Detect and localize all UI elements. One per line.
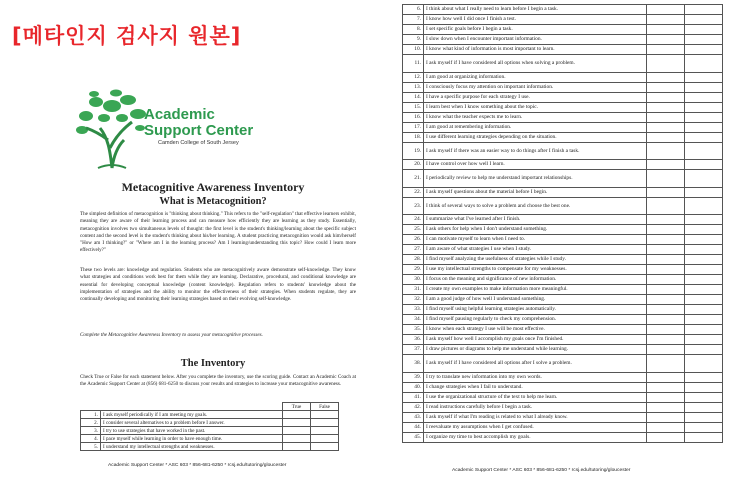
item-statement: I consider several alternatives to a problem before I answer.	[101, 419, 283, 427]
item-statement: I ask myself questions about the material before I begin.	[424, 187, 647, 197]
true-checkbox-cell[interactable]	[647, 35, 685, 45]
false-checkbox-cell[interactable]	[685, 355, 723, 373]
false-column-header: False	[311, 403, 339, 411]
false-checkbox-cell[interactable]	[685, 92, 723, 102]
inventory-row	[81, 419, 339, 427]
tree-logo-icon	[74, 88, 154, 170]
item-statement: I change strategies when I fail to understand.	[424, 382, 647, 392]
true-checkbox-cell[interactable]	[647, 225, 685, 235]
inventory-row	[403, 72, 723, 82]
item-number: 8.	[403, 25, 424, 35]
inventory-row	[403, 392, 723, 402]
item-statement: I draw pictures or diagrams to help me understand while learning.	[424, 345, 647, 355]
true-checkbox-cell[interactable]	[283, 443, 311, 451]
item-statement: I find myself analyzing the usefulness of strategies while I study.	[424, 255, 647, 265]
false-checkbox-cell[interactable]	[685, 402, 723, 412]
item-statement: I ask myself if I have considered all options after I solve a problem.	[424, 355, 647, 373]
true-checkbox-cell[interactable]	[647, 5, 685, 15]
true-checkbox-cell[interactable]	[647, 15, 685, 25]
true-checkbox-cell[interactable]	[647, 112, 685, 122]
inventory-row	[403, 160, 723, 170]
inventory-row	[403, 15, 723, 25]
inventory-table-page2	[402, 4, 723, 443]
false-checkbox-cell[interactable]	[311, 435, 339, 443]
item-statement: I create my own examples to make information more meaningful.	[424, 285, 647, 295]
true-checkbox-cell[interactable]	[647, 392, 685, 402]
false-checkbox-cell[interactable]	[685, 197, 723, 215]
levels-paragraph: These two levels are: knowledge and regulation. Students who are metacognitively aware demonstrate self-knowledge. They know what strategies and conditions work best for them while they are learning. Declarative, procedural, and conditional knowledge are essential for developing conceptual knowledge (content knowledge). Regulation refers to students' knowledge about the implementation of strategies and the ability to monitor the effectiveness of their strategies. When students regulate, they are continually developing and monitoring their learning strategies based on their evolving self-knowledge.	[80, 267, 356, 303]
false-checkbox-cell[interactable]	[685, 315, 723, 325]
true-checkbox-cell[interactable]	[647, 265, 685, 275]
item-statement: I know what the teacher expects me to learn.	[424, 112, 647, 122]
item-statement: I find myself pausing regularly to check my comprehension.	[424, 315, 647, 325]
true-checkbox-cell[interactable]	[647, 215, 685, 225]
item-statement: I use different learning strategies depending on the situation.	[424, 132, 647, 142]
inventory-row	[403, 82, 723, 92]
false-checkbox-cell[interactable]	[685, 225, 723, 235]
true-checkbox-cell[interactable]	[647, 275, 685, 285]
item-number: 11.	[403, 55, 424, 73]
item-statement: I am aware of what strategies I use when I study.	[424, 245, 647, 255]
inventory-row	[403, 45, 723, 55]
true-checkbox-cell[interactable]	[647, 382, 685, 392]
inventory-row	[81, 427, 339, 435]
inventory-row	[403, 5, 723, 15]
inventory-row	[403, 422, 723, 432]
true-checkbox-cell[interactable]	[647, 285, 685, 295]
false-checkbox-cell[interactable]	[685, 432, 723, 442]
item-number: 31.	[403, 285, 424, 295]
item-number: 44.	[403, 422, 424, 432]
inventory-row	[403, 315, 723, 325]
true-checkbox-cell[interactable]	[647, 45, 685, 55]
true-checkbox-cell[interactable]	[647, 132, 685, 142]
false-checkbox-cell[interactable]	[685, 275, 723, 285]
true-checkbox-cell[interactable]	[283, 427, 311, 435]
item-number: 28.	[403, 255, 424, 265]
true-checkbox-cell[interactable]	[647, 122, 685, 132]
inventory-heading: The Inventory	[180, 358, 246, 369]
item-statement: I understand my intellectual strengths and weaknesses.	[101, 443, 283, 451]
footer-page2: Academic Support Center * ASC 603 * 856-681-6250 * rcsj.edu/tutoring/gloucester	[452, 468, 631, 473]
item-number: 33.	[403, 305, 424, 315]
false-checkbox-cell[interactable]	[685, 35, 723, 45]
true-checkbox-cell[interactable]	[283, 411, 311, 419]
item-statement: I am good at organizing information.	[424, 72, 647, 82]
inventory-row	[403, 132, 723, 142]
inventory-row	[403, 325, 723, 335]
false-checkbox-cell[interactable]	[311, 419, 339, 427]
item-number: 9.	[403, 35, 424, 45]
inventory-row	[403, 197, 723, 215]
item-number: 22.	[403, 187, 424, 197]
item-statement: I am a good judge of how well I understand something.	[424, 295, 647, 305]
inventory-row	[403, 432, 723, 442]
item-statement: I have control over how well I learn.	[424, 160, 647, 170]
item-number: 24.	[403, 215, 424, 225]
inventory-row	[81, 435, 339, 443]
inventory-row	[403, 402, 723, 412]
inventory-row	[403, 345, 723, 355]
section-heading: What is Metacognition?	[159, 196, 267, 207]
true-checkbox-cell[interactable]	[283, 419, 311, 427]
item-number: 36.	[403, 335, 424, 345]
logo-line2: Support Center	[144, 122, 254, 139]
true-checkbox-cell[interactable]	[647, 142, 685, 160]
item-number: 3.	[81, 427, 101, 435]
true-checkbox-cell[interactable]	[647, 315, 685, 325]
inventory-row	[403, 35, 723, 45]
item-statement: I think of several ways to solve a problem and choose the best one.	[424, 197, 647, 215]
item-statement: I know when each strategy I use will be most effective.	[424, 325, 647, 335]
item-number: 34.	[403, 315, 424, 325]
item-number: 7.	[403, 15, 424, 25]
false-checkbox-cell[interactable]	[685, 15, 723, 25]
item-number: 39.	[403, 372, 424, 382]
item-statement: I consciously focus my attention on important information.	[424, 82, 647, 92]
inventory-row	[403, 265, 723, 275]
item-number: 32.	[403, 295, 424, 305]
item-statement: I ask myself how well I accomplish my goals once I'm finished.	[424, 335, 647, 345]
logo-line1: Academic	[144, 106, 215, 123]
item-number: 14.	[403, 92, 424, 102]
true-checkbox-cell[interactable]	[647, 432, 685, 442]
inventory-row	[403, 335, 723, 345]
inventory-row	[403, 112, 723, 122]
item-number: 18.	[403, 132, 424, 142]
item-number: 42.	[403, 402, 424, 412]
false-checkbox-cell[interactable]	[685, 25, 723, 35]
item-number: 29.	[403, 265, 424, 275]
true-checkbox-cell[interactable]	[647, 235, 685, 245]
item-statement: I am good at remembering information.	[424, 122, 647, 132]
false-checkbox-cell[interactable]	[685, 265, 723, 275]
false-checkbox-cell[interactable]	[685, 55, 723, 73]
true-checkbox-cell[interactable]	[647, 102, 685, 112]
instruction-paragraph: Complete the Metacognitive Awareness Inventory to assess your metacognitive processes.	[80, 332, 263, 338]
document-title: Metacognitive Awareness Inventory	[121, 180, 305, 194]
item-statement: I find myself using helpful learning strategies automatically.	[424, 305, 647, 315]
inventory-row	[403, 245, 723, 255]
false-checkbox-cell[interactable]	[685, 112, 723, 122]
inventory-row	[403, 25, 723, 35]
item-number: 30.	[403, 275, 424, 285]
item-number: 41.	[403, 392, 424, 402]
false-checkbox-cell[interactable]	[311, 411, 339, 419]
inventory-row	[403, 305, 723, 315]
item-statement: I read instructions carefully before I begin a task.	[424, 402, 647, 412]
true-checkbox-cell[interactable]	[647, 335, 685, 345]
item-number: 13.	[403, 82, 424, 92]
false-checkbox-cell[interactable]	[311, 427, 339, 435]
item-number: 37.	[403, 345, 424, 355]
true-column-header: True	[283, 403, 311, 411]
false-checkbox-cell[interactable]	[685, 142, 723, 160]
item-statement: I slow down when I encounter important information.	[424, 35, 647, 45]
false-checkbox-cell[interactable]	[685, 160, 723, 170]
true-checkbox-cell[interactable]	[647, 422, 685, 432]
false-checkbox-cell[interactable]	[685, 45, 723, 55]
false-checkbox-cell[interactable]	[311, 443, 339, 451]
item-statement: I ask myself if there was an easier way to do things after I finish a task.	[424, 142, 647, 160]
true-checkbox-cell[interactable]	[647, 92, 685, 102]
inventory-table-page1	[80, 402, 339, 451]
item-statement: I learn best when I know something about the topic.	[424, 102, 647, 112]
item-statement: I ask myself periodically if I am meeting my goals.	[101, 411, 283, 419]
true-checkbox-cell[interactable]	[283, 435, 311, 443]
inventory-row	[403, 215, 723, 225]
false-checkbox-cell[interactable]	[685, 122, 723, 132]
true-checkbox-cell[interactable]	[647, 372, 685, 382]
item-statement: I summarize what I've learned after I finish.	[424, 215, 647, 225]
false-checkbox-cell[interactable]	[685, 422, 723, 432]
item-number: 40.	[403, 382, 424, 392]
item-statement: I use my intellectual strengths to compensate for my weaknesses.	[424, 265, 647, 275]
true-checkbox-cell[interactable]	[647, 187, 685, 197]
korean-title: [메타인지 검사지 원본]	[12, 24, 242, 48]
inventory-instructions: Check True or False for each statement below. After you complete the inventory, use the scoring guide. Contact an Academic Coach at the Academic Support Center at (856) 681-6250 to discuss your results and strategies to increase your metacognitive awareness.	[80, 374, 356, 388]
item-number: 25.	[403, 225, 424, 235]
footer-page1: Academic Support Center * ASC 603 * 856-681-6250 * rcsj.edu/tutoring/gloucester	[108, 463, 287, 468]
item-number: 12.	[403, 72, 424, 82]
item-statement: I know how well I did once I finish a test.	[424, 15, 647, 25]
true-checkbox-cell[interactable]	[647, 25, 685, 35]
inventory-row	[403, 255, 723, 265]
false-checkbox-cell[interactable]	[685, 285, 723, 295]
true-checkbox-cell[interactable]	[647, 255, 685, 265]
inventory-row	[403, 372, 723, 382]
inventory-row	[403, 275, 723, 285]
item-number: 19.	[403, 142, 424, 160]
false-checkbox-cell[interactable]	[685, 382, 723, 392]
true-checkbox-cell[interactable]	[647, 245, 685, 255]
false-checkbox-cell[interactable]	[685, 345, 723, 355]
false-checkbox-cell[interactable]	[685, 187, 723, 197]
item-number: 17.	[403, 122, 424, 132]
true-checkbox-cell[interactable]	[647, 197, 685, 215]
inventory-row	[403, 355, 723, 373]
item-number: 21.	[403, 170, 424, 188]
true-checkbox-cell[interactable]	[647, 355, 685, 373]
item-number: 5.	[81, 443, 101, 451]
inventory-row	[403, 102, 723, 112]
false-checkbox-cell[interactable]	[685, 5, 723, 15]
item-statement: I organize my time to best accomplish my goals.	[424, 432, 647, 442]
false-checkbox-cell[interactable]	[685, 305, 723, 315]
false-checkbox-cell[interactable]	[685, 295, 723, 305]
item-number: 26.	[403, 235, 424, 245]
item-number: 2.	[81, 419, 101, 427]
item-statement: I reevaluate my assumptions when I get confused.	[424, 422, 647, 432]
inventory-row	[403, 295, 723, 305]
item-number: 20.	[403, 160, 424, 170]
true-checkbox-cell[interactable]	[647, 402, 685, 412]
item-statement: I set specific goals before I begin a task.	[424, 25, 647, 35]
false-checkbox-cell[interactable]	[685, 335, 723, 345]
inventory-row	[81, 443, 339, 451]
false-checkbox-cell[interactable]	[685, 325, 723, 335]
item-number: 4.	[81, 435, 101, 443]
item-statement: I ask others for help when I don't understand something.	[424, 225, 647, 235]
false-checkbox-cell[interactable]	[685, 372, 723, 382]
false-checkbox-cell[interactable]	[685, 412, 723, 422]
item-statement: I can motivate myself to learn when I need to.	[424, 235, 647, 245]
true-checkbox-cell[interactable]	[647, 82, 685, 92]
item-number: 38.	[403, 355, 424, 373]
inventory-row	[403, 412, 723, 422]
false-checkbox-cell[interactable]	[685, 255, 723, 265]
item-statement: I try to use strategies that have worked in the past.	[101, 427, 283, 435]
inventory-row	[403, 142, 723, 160]
item-statement: I know what kind of information is most important to learn.	[424, 45, 647, 55]
true-checkbox-cell[interactable]	[647, 160, 685, 170]
item-statement: I periodically review to help me understand important relationships.	[424, 170, 647, 188]
item-statement: I focus on the meaning and significance of new information.	[424, 275, 647, 285]
inventory-row	[403, 92, 723, 102]
academic-support-center-logo	[74, 88, 284, 170]
item-statement: I ask myself if I have considered all options when solving a problem.	[424, 55, 647, 73]
inventory-row	[403, 382, 723, 392]
true-checkbox-cell[interactable]	[647, 412, 685, 422]
true-checkbox-cell[interactable]	[647, 170, 685, 188]
true-checkbox-cell[interactable]	[647, 305, 685, 315]
false-checkbox-cell[interactable]	[685, 215, 723, 225]
logo-line3: Camden College of South Jersey	[158, 140, 239, 146]
item-number: 6.	[403, 5, 424, 15]
true-checkbox-cell[interactable]	[647, 325, 685, 335]
inventory-row	[403, 55, 723, 73]
false-checkbox-cell[interactable]	[685, 245, 723, 255]
false-checkbox-cell[interactable]	[685, 102, 723, 112]
item-number: 16.	[403, 112, 424, 122]
true-checkbox-cell[interactable]	[647, 295, 685, 305]
item-number: 1.	[81, 411, 101, 419]
item-number: 27.	[403, 245, 424, 255]
false-checkbox-cell[interactable]	[685, 235, 723, 245]
false-checkbox-cell[interactable]	[685, 392, 723, 402]
inventory-row	[403, 225, 723, 235]
inventory-row	[403, 235, 723, 245]
false-checkbox-cell[interactable]	[685, 82, 723, 92]
item-number: 10.	[403, 45, 424, 55]
inventory-row	[81, 411, 339, 419]
true-checkbox-cell[interactable]	[647, 55, 685, 73]
inventory-row	[403, 122, 723, 132]
item-statement: I try to translate new information into my own words.	[424, 372, 647, 382]
item-statement: I use the organizational structure of the text to help me learn.	[424, 392, 647, 402]
true-checkbox-cell[interactable]	[647, 72, 685, 82]
false-checkbox-cell[interactable]	[685, 132, 723, 142]
false-checkbox-cell[interactable]	[685, 170, 723, 188]
true-checkbox-cell[interactable]	[647, 345, 685, 355]
item-statement: I ask myself if what I'm reading is related to what I already know.	[424, 412, 647, 422]
item-number: 43.	[403, 412, 424, 422]
false-checkbox-cell[interactable]	[685, 72, 723, 82]
item-statement: I pace myself while learning in order to have enough time.	[101, 435, 283, 443]
intro-paragraph: The simplest definition of metacognition is "thinking about thinking." This refers to the "self-regulation" that effective learners exhibit, meaning they are aware of their learning process and can measure how efficiently they are learning as they study. Essentially, metacognition involves two simultaneous levels of thought: the first level is the student's thinking/learning about the specific subject content and the second level is the student's thinking about his/her learning. A student practicing metacognition would ask him/herself "How am I thinking?" or "Where am I in the learning process? Am I learning/understanding this topic? How could I learn more effectively?"	[80, 211, 356, 254]
item-number: 45.	[403, 432, 424, 442]
item-number: 35.	[403, 325, 424, 335]
inventory-row	[403, 187, 723, 197]
inventory-row	[403, 285, 723, 295]
item-statement: I think about what I really need to learn before I begin a task.	[424, 5, 647, 15]
item-number: 15.	[403, 102, 424, 112]
item-number: 23.	[403, 197, 424, 215]
item-statement: I have a specific purpose for each strategy I use.	[424, 92, 647, 102]
inventory-row	[403, 170, 723, 188]
